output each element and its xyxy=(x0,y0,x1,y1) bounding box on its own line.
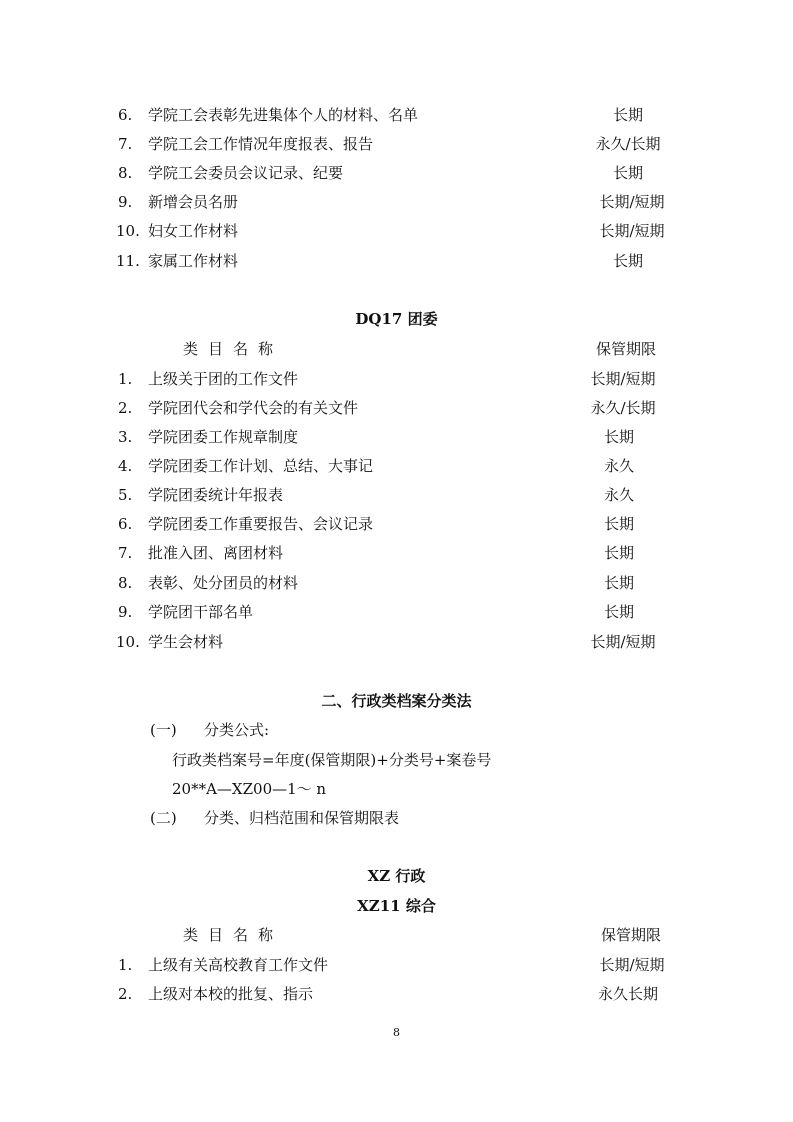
list-item xyxy=(0,630,793,654)
item-number: 4. xyxy=(118,457,133,475)
item-name: 学院工会表彰先进集体个人的材料、名单 xyxy=(148,106,419,124)
item-retention: 永久 xyxy=(603,457,634,475)
formula-example: 20**A—XZ00—1～ n xyxy=(172,780,327,798)
item-retention: 长期/短期 xyxy=(599,956,665,974)
item-retention: 长期 xyxy=(603,544,634,562)
item-number: 5. xyxy=(118,486,133,504)
item-name: 新增会员名册 xyxy=(148,193,239,211)
item-number: 11. xyxy=(116,252,140,270)
item-name: 学院团委工作重要报告、会议记录 xyxy=(148,515,374,533)
section-title-admin: 二、行政类档案分类法 xyxy=(321,692,472,710)
item-name: 家属工作材料 xyxy=(148,252,239,270)
item-retention: 永久/长期 xyxy=(590,399,656,417)
item-retention: 永久/长期 xyxy=(595,135,661,153)
item-number: 1. xyxy=(118,370,133,388)
item-retention: 长期 xyxy=(612,164,643,182)
item-name: 学院团干部名单 xyxy=(148,603,254,621)
item-number: 10. xyxy=(116,633,140,651)
item-name: 学院工会工作情况年度报表、报告 xyxy=(148,135,374,153)
section-title-dq17: DQ17 团委 xyxy=(355,310,438,328)
item-retention: 永久 xyxy=(603,486,634,504)
item-retention: 长期 xyxy=(603,428,634,446)
item-number: 7. xyxy=(118,544,133,562)
item-retention: 长期 xyxy=(603,574,634,592)
item-name: 批准入团、离团材料 xyxy=(148,544,284,562)
column-header-name: 类目名称 xyxy=(183,340,284,358)
item-name: 上级对本校的批复、指示 xyxy=(148,985,314,1003)
list-item xyxy=(0,483,793,507)
paragraph-marker: (二) xyxy=(150,809,177,827)
list-item xyxy=(0,982,793,1006)
list-item xyxy=(0,396,793,420)
item-number: 9. xyxy=(118,603,133,621)
item-retention: 长期 xyxy=(603,515,634,533)
item-name: 妇女工作材料 xyxy=(148,222,239,240)
item-number: 6. xyxy=(118,106,133,124)
list-item xyxy=(0,541,793,565)
column-header-name: 类目名称 xyxy=(183,926,284,944)
list-item xyxy=(0,953,793,977)
list-item xyxy=(0,512,793,536)
item-number: 9. xyxy=(118,193,133,211)
item-name: 学院团委工作规章制度 xyxy=(148,428,299,446)
item-number: 6. xyxy=(118,515,133,533)
item-name: 学生会材料 xyxy=(148,633,224,651)
item-retention: 永久长期 xyxy=(597,985,658,1003)
item-number: 1. xyxy=(118,956,133,974)
item-number: 2. xyxy=(118,985,133,1003)
item-name: 学院工会委员会议记录、纪要 xyxy=(148,164,344,182)
section-subtitle-xz11: XZ11 综合 xyxy=(357,897,436,915)
paragraph-text: 分类、归档范围和保管期限表 xyxy=(204,809,400,827)
list-item xyxy=(0,571,793,595)
list-item xyxy=(0,600,793,624)
column-header-retention: 保管期限 xyxy=(595,340,656,358)
section-title-xz: XZ 行政 xyxy=(367,867,426,885)
item-number: 2. xyxy=(118,399,133,417)
item-number: 10. xyxy=(116,222,140,240)
item-retention: 长期/短期 xyxy=(599,222,665,240)
list-item xyxy=(0,425,793,449)
item-retention: 长期 xyxy=(603,603,634,621)
list-item xyxy=(0,454,793,478)
column-header-retention: 保管期限 xyxy=(600,926,661,944)
item-name: 学院团代会和学代会的有关文件 xyxy=(148,399,359,417)
list-item xyxy=(0,132,793,156)
item-name: 表彰、处分团员的材料 xyxy=(148,574,299,592)
list-item xyxy=(0,219,793,243)
paragraph-marker: (一) xyxy=(150,721,177,739)
list-item xyxy=(0,190,793,214)
list-item xyxy=(0,161,793,185)
table-header xyxy=(0,923,793,947)
item-name: 学院团委工作计划、总结、大事记 xyxy=(148,457,374,475)
item-retention: 长期/短期 xyxy=(590,633,656,651)
item-number: 8. xyxy=(118,164,133,182)
item-number: 3. xyxy=(118,428,133,446)
item-name: 上级有关高校教育工作文件 xyxy=(148,956,329,974)
item-number: 7. xyxy=(118,135,133,153)
item-number: 8. xyxy=(118,574,133,592)
item-retention: 长期/短期 xyxy=(599,193,665,211)
item-name: 上级关于团的工作文件 xyxy=(148,370,299,388)
item-retention: 长期 xyxy=(612,106,643,124)
item-retention: 长期 xyxy=(612,252,643,270)
page-number: 8 xyxy=(393,1026,400,1039)
list-item xyxy=(0,249,793,273)
paragraph-text: 分类公式: xyxy=(204,721,270,739)
list-item xyxy=(0,367,793,391)
list-item xyxy=(0,103,793,127)
item-retention: 长期/短期 xyxy=(590,370,656,388)
formula-text: 行政类档案号=年度(保管期限)+分类号+案卷号 xyxy=(172,751,492,769)
item-name: 学院团委统计年报表 xyxy=(148,486,284,504)
table-header xyxy=(0,337,793,361)
